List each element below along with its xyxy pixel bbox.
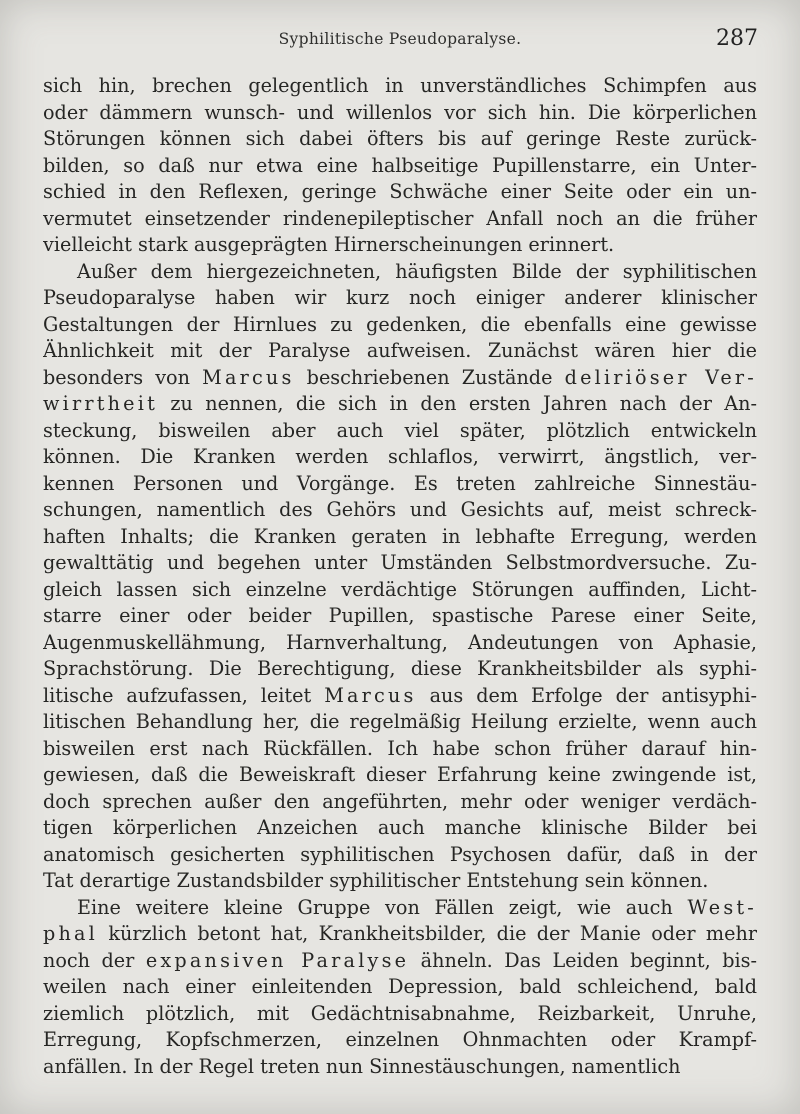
text-line xyxy=(43,709,757,736)
text-run: anfällen. In der Regel treten nun Sinnestäuschungen, namentlich xyxy=(43,1054,681,1078)
spaced-emphasis: West- xyxy=(687,895,757,919)
text-line xyxy=(43,73,757,100)
text-run: Tat derartige Zustandsbilder syphilitischer Entstehung sein können. xyxy=(43,869,709,892)
text-line xyxy=(43,789,757,816)
paragraph xyxy=(43,259,757,895)
text-run: haften Inhalts; die Kranken geraten in lebhafte Erregung, werden xyxy=(43,524,757,548)
text-run: sich hin, brechen gelegentlich in unverständliches Schimpfen aus xyxy=(43,74,757,97)
text-run: besonders von xyxy=(43,365,203,389)
spaced-emphasis: Marcus xyxy=(202,365,295,389)
text-line xyxy=(43,206,757,233)
paragraph xyxy=(43,895,757,1081)
text-run: schied in den Reflexen, geringe Schwäche einer Seite oder ein un- xyxy=(43,180,757,203)
body-text xyxy=(43,73,757,1080)
text-run: vielleicht stark ausgeprägten Hirnerscheinungen erinnert. xyxy=(43,233,615,256)
text-run: schungen, namentlich des Gehörs und Gesichts auf, meist schreck- xyxy=(43,498,757,521)
text-run: kürzlich betont hat, Krankheitsbilder, die der Manie oder mehr xyxy=(98,922,757,945)
text-line xyxy=(43,126,757,153)
text-run: tigen körperlichen Anzeichen auch manche klinische Bilder bei xyxy=(43,816,757,839)
page-header xyxy=(0,26,800,60)
text-run: steckung, bisweilen aber auch viel später, plötzlich entwickeln xyxy=(43,418,757,442)
text-line xyxy=(43,153,757,180)
text-line xyxy=(43,948,757,975)
running-title: Syphilitische Pseudoparalyse. xyxy=(278,30,522,48)
text-run: Außer dem hiergezeichneten, häufigsten Bilde der syphilitischen xyxy=(77,259,757,283)
text-run: oder dämmern wunsch- und willenlos vor sich hin. Die körperlichen xyxy=(43,100,757,124)
text-line xyxy=(43,683,757,710)
text-line xyxy=(43,312,757,339)
text-line xyxy=(43,232,757,259)
text-run: können. Die Kranken werden schlaflos, verwirrt, ängstlich, ver- xyxy=(43,445,757,468)
text-line xyxy=(43,365,757,392)
text-run: bisweilen erst nach Rückfällen. Ich habe schon früher darauf hin- xyxy=(43,736,757,760)
text-line xyxy=(43,630,757,657)
text-run: Gestaltungen der Hirnlues zu gedenken, die ebenfalls eine gewisse xyxy=(43,312,757,336)
text-line xyxy=(43,656,757,683)
text-line xyxy=(43,974,757,1001)
text-line xyxy=(43,1054,757,1081)
text-line xyxy=(43,338,757,365)
text-run: beschriebenen Zustände xyxy=(294,365,565,389)
text-line xyxy=(43,418,757,445)
text-run: Störungen können sich dabei öfters bis auf geringe Reste zurück- xyxy=(43,127,757,150)
text-line xyxy=(43,179,757,206)
text-run: anatomisch gesicherten syphilitischen Psychosen dafür, daß in der xyxy=(43,842,757,866)
text-run: Erregung, Kopfschmerzen, einzelnen Ohnmachten oder Krampf- xyxy=(43,1028,757,1051)
text-run: litischen Behandlung her, die regelmäßig Heilung erzielte, wenn auch xyxy=(43,710,757,733)
text-run: aus dem Erfolge der antisyphi- xyxy=(416,683,757,707)
text-run: ziemlich plötzlich, mit Gedächtnisabnahme, Reizbarkeit, Unruhe, xyxy=(43,1001,757,1025)
text-line xyxy=(43,550,757,577)
text-run: noch der xyxy=(43,948,146,972)
text-run: Ähnlichkeit mit der Paralyse aufweisen. Zunächst wären hier die xyxy=(43,339,757,362)
text-run: gewalttätig und begehen unter Umständen Selbstmordversuche. Zu- xyxy=(43,551,757,574)
text-line xyxy=(43,1027,757,1054)
text-line xyxy=(43,921,757,948)
spaced-emphasis: phal xyxy=(43,922,99,945)
text-run: Eine weitere kleine Gruppe von Fällen zeigt, wie auch xyxy=(77,895,688,919)
text-run: Augenmuskellähmung, Harnverhaltung, Andeutungen von Aphasie, xyxy=(43,630,757,654)
text-run: zu nennen, die sich in den ersten Jahren nach der An- xyxy=(157,392,757,415)
spaced-emphasis: expansiven Paralyse xyxy=(145,948,410,972)
text-run: weilen nach einer einleitenden Depression, bald schleichend, bald xyxy=(43,975,757,998)
text-run: starre einer oder beider Pupillen, spastische Parese einer Seite, xyxy=(43,604,757,627)
text-run: Sprachstörung. Die Berechtigung, diese Krankheitsbilder als syphi- xyxy=(43,657,757,680)
text-run: gleich lassen sich einzelne verdächtige Störungen auffinden, Licht- xyxy=(43,577,757,601)
text-line xyxy=(43,762,757,789)
text-line xyxy=(43,444,757,471)
text-line xyxy=(43,842,757,869)
text-run: vermutet einsetzender rindenepileptischer Anfall noch an die früher xyxy=(43,206,757,230)
text-run: litische aufzufassen, leitet xyxy=(43,683,325,707)
text-line xyxy=(43,603,757,630)
page-number: 287 xyxy=(716,26,758,51)
text-run: Pseudoparalyse haben wir kurz noch einiger anderer klinischer xyxy=(43,286,757,309)
text-line xyxy=(43,497,757,524)
text-run: ähneln. Das Leiden beginnt, bis- xyxy=(409,948,757,972)
spaced-emphasis: deliriöser Ver- xyxy=(564,365,757,389)
text-line xyxy=(43,736,757,763)
text-line xyxy=(43,471,757,498)
text-run: gewiesen, daß die Beweiskraft dieser Erfahrung keine zwingende ist, xyxy=(43,763,757,786)
text-line xyxy=(43,100,757,127)
text-line xyxy=(43,391,757,418)
paragraph xyxy=(43,73,757,259)
text-line xyxy=(43,868,757,895)
text-line xyxy=(43,895,757,922)
text-line xyxy=(43,524,757,551)
spaced-emphasis: Marcus xyxy=(324,683,417,707)
text-run: doch sprechen außer den angeführten, mehr oder weniger verdäch- xyxy=(43,789,757,813)
text-line xyxy=(43,577,757,604)
text-line xyxy=(43,285,757,312)
spaced-emphasis: wirrtheit xyxy=(43,392,158,415)
text-line xyxy=(43,815,757,842)
text-run: kennen Personen und Vorgänge. Es treten zahlreiche Sinnestäu- xyxy=(43,471,757,495)
text-run: bilden, so daß nur etwa eine halbseitige Pupillenstarre, ein Unter- xyxy=(43,153,757,177)
text-line xyxy=(43,1001,757,1028)
text-line xyxy=(43,259,757,286)
